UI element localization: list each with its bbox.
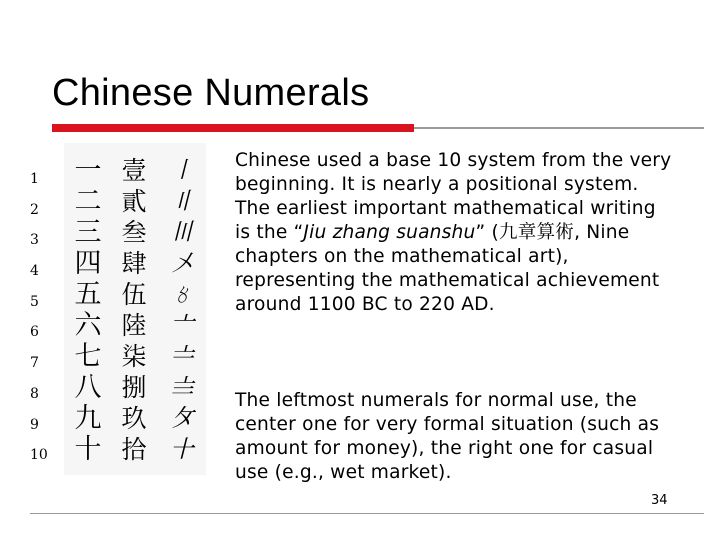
row-number: 8 (30, 385, 39, 402)
numeral-glyph: 叁 (121, 218, 147, 247)
title-divider-line (414, 127, 704, 129)
numeral-glyph: 〢 (170, 187, 194, 215)
normal-numerals-column (66, 155, 110, 465)
numeral-glyph: 〡 (170, 156, 194, 184)
numeral-glyph: 四 (74, 248, 102, 279)
numeral-glyph: 五 (74, 279, 102, 310)
numeral-glyph: 柒 (121, 342, 147, 371)
title-accent-bar (52, 124, 414, 132)
numeral-glyph: 玖 (121, 404, 147, 433)
numeral-glyph: 捌 (121, 373, 147, 402)
numeral-glyph: 壹 (121, 156, 147, 185)
body-paragraph-1 (235, 149, 675, 317)
row-number: 7 (30, 355, 39, 372)
numeral-glyph: 伍 (121, 280, 147, 309)
numeral-glyph: 三 (74, 217, 102, 248)
row-number: 1 (30, 171, 39, 187)
numeral-glyph: 〧 (170, 342, 194, 370)
slide-title: Chinese Numerals (52, 72, 370, 114)
numeral-glyph: 九 (74, 403, 102, 434)
body-paragraph-2: The leftmost numerals for normal use, the center one for very formal situation (such as amount for money), the right one for casual use (e.g., wet market). (235, 390, 660, 483)
row-number-column (30, 164, 52, 471)
numeral-glyph: 〤 (170, 249, 194, 277)
para1-text-a: Chinese used a base 10 system from the very beginning. It is nearly a positional system. The earliest important mathematical writing is the “ (235, 150, 672, 243)
numeral-glyph: 六 (74, 310, 102, 341)
row-number: 5 (30, 293, 39, 310)
numeral-glyph: 一 (74, 155, 102, 186)
numeral-glyph: 〨 (170, 373, 194, 401)
numeral-glyph: 〸 (170, 435, 194, 463)
formal-numerals-column (112, 155, 156, 465)
book-title-italic: Jiu zhang suanshu (303, 222, 476, 243)
numeral-glyph: 拾 (121, 435, 147, 464)
numeral-glyph: 八 (74, 372, 102, 403)
numeral-glyph: 肆 (121, 249, 147, 278)
numeral-glyph: 〣 (170, 218, 194, 246)
para1-text-b: ” (九章算術, Nine chapters on the mathematical art), representing the mathematical achievement around 1100 BC to 220 AD. (235, 222, 660, 315)
numeral-glyph: 七 (74, 341, 102, 372)
numeral-glyph: 二 (74, 186, 102, 217)
row-number: 6 (30, 324, 39, 341)
casual-numerals-column (160, 155, 204, 465)
row-number: 9 (30, 416, 39, 433)
numeral-glyph: 十 (74, 434, 102, 465)
page-number: 34 (651, 493, 668, 508)
row-number: 4 (30, 263, 39, 280)
numeral-chart-image (64, 143, 206, 475)
row-number: 3 (30, 232, 39, 249)
numeral-glyph: 〩 (170, 404, 194, 432)
numeral-glyph: 〥 (170, 280, 194, 308)
footer-divider-line (30, 513, 704, 514)
numeral-glyph: 陸 (121, 311, 147, 340)
numeral-glyph: 〦 (170, 311, 194, 339)
row-number: 10 (30, 447, 48, 464)
numeral-glyph: 貳 (121, 187, 147, 216)
row-number: 2 (30, 201, 39, 218)
